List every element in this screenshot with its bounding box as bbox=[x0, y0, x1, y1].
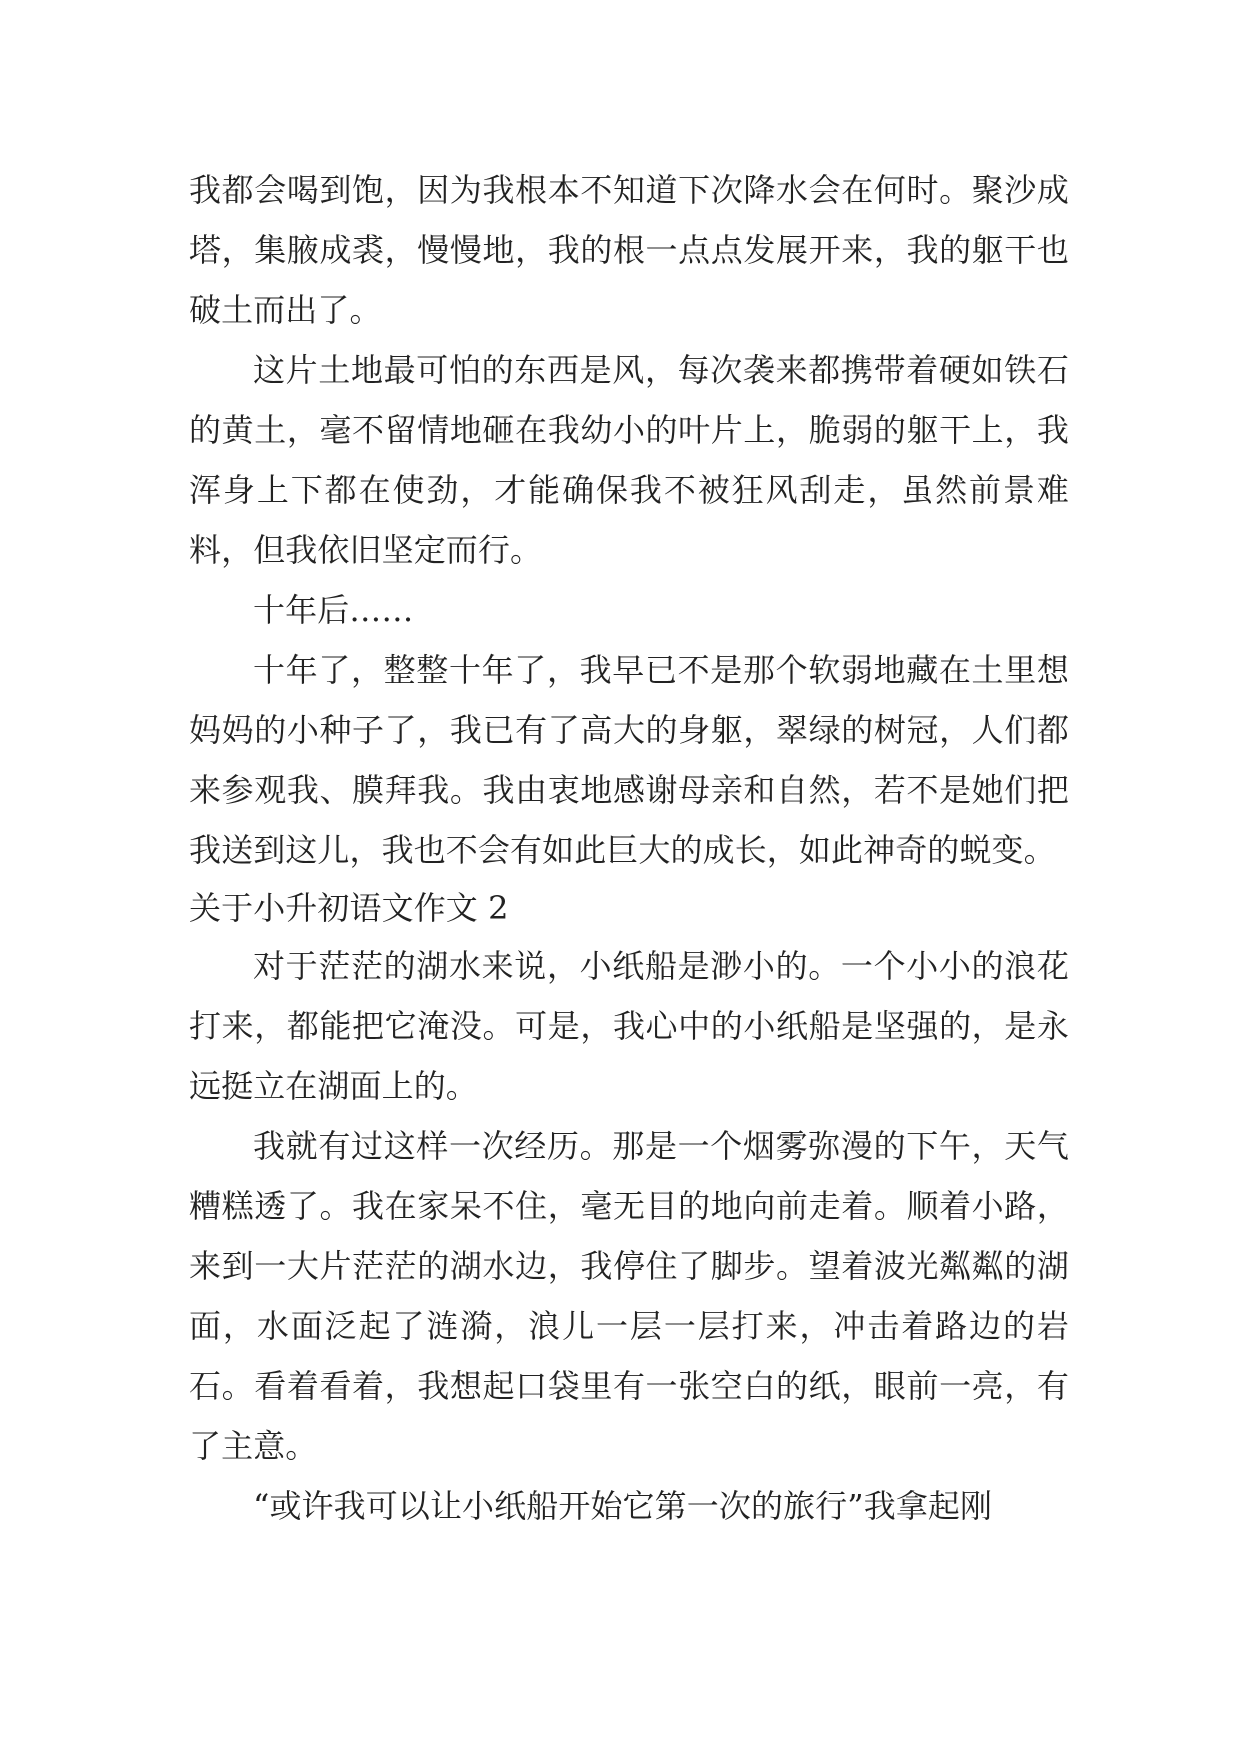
document-body bbox=[189, 160, 1069, 1536]
paragraph-3: 十年后…… bbox=[253, 591, 414, 629]
paragraph-4: 十年了，整整十年了，我早已不是那个软弱地藏在土里想妈妈的小种子了，我已有了高大的身躯，翠绿的树冠，人们都来参观我、膜拜我。我由衷地感谢母亲和自然，若不是她们把我送到这儿，我也不会有如此巨大的成长，如此神奇的蜕变。 bbox=[189, 651, 1069, 869]
paragraph-5: 对于茫茫的湖水来说，小纸船是渺小的。一个小小的浪花打来，都能把它淹没。可是，我心中的小纸船是坚强的，是永远挺立在湖面上的。 bbox=[189, 947, 1069, 1105]
paragraph-7: “或许我可以让小纸船开始它第一次的旅行”我拿起刚 bbox=[253, 1487, 993, 1525]
section-heading: 关于小升初语文作文 2 bbox=[189, 889, 509, 927]
paragraph-2: 这片土地最可怕的东西是风，每次袭来都携带着硬如铁石的黄土，毫不留情地砸在我幼小的叶片上，脆弱的躯干上，我浑身上下都在使劲，才能确保我不被狂风刮走，虽然前景难料，但我依旧坚定而行。 bbox=[189, 351, 1069, 569]
paragraph-6: 我就有过这样一次经历。那是一个烟雾弥漫的下午，天气糟糕透了。我在家呆不住，毫无目的地向前走着。顺着小路，来到一大片茫茫的湖水边，我停住了脚步。望着波光粼粼的湖面，水面泛起了涟漪，浪儿一层一层打来，冲击着路边的岩石。看着看着，我想起口袋里有一张空白的纸，眼前一亮，有了主意。 bbox=[189, 1127, 1069, 1465]
paragraph-1: 我都会喝到饱，因为我根本不知道下次降水会在何时。聚沙成塔，集腋成裘，慢慢地，我的根一点点发展开来，我的躯干也破土而出了。 bbox=[189, 171, 1069, 329]
